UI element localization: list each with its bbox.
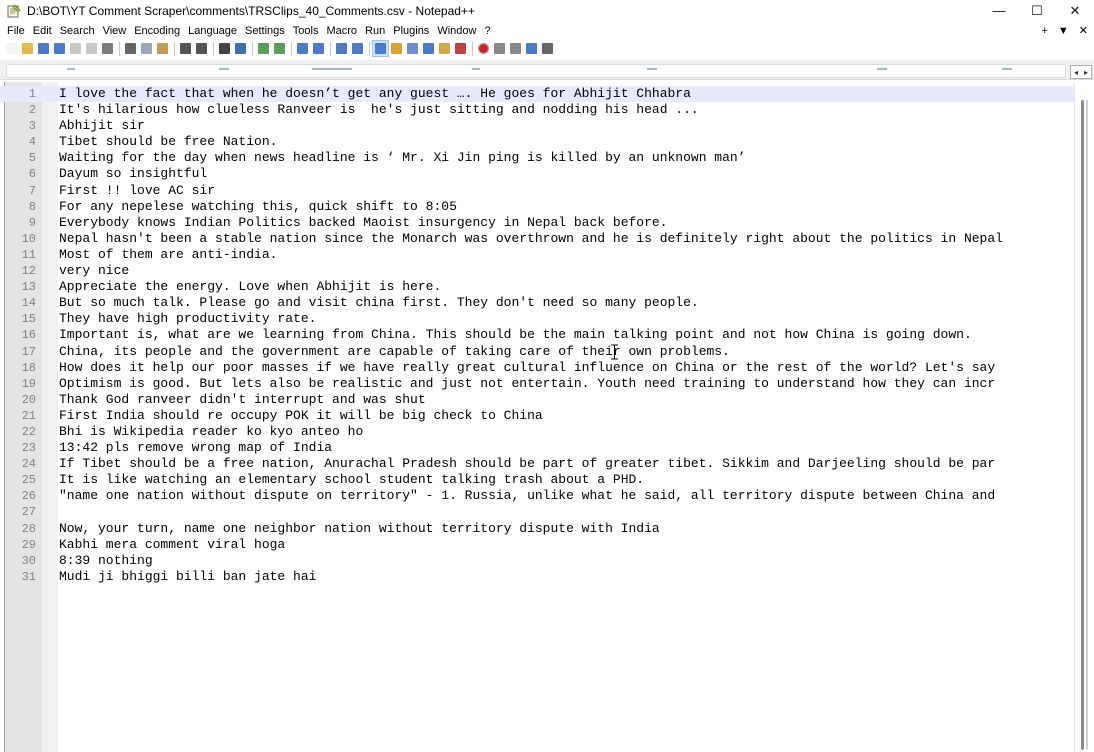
- cut-icon[interactable]: [123, 41, 138, 56]
- line-text[interactable]: "name one nation without dispute on territory" - 1. Russia, unlike what he said, all territory dispute between China and: [59, 488, 996, 504]
- line-number: 5: [28, 151, 36, 166]
- redo-icon[interactable]: [194, 41, 209, 56]
- tab-scroll-track[interactable]: [6, 64, 1066, 78]
- editor-line[interactable]: [0, 279, 1074, 295]
- line-number: 16: [21, 328, 36, 343]
- toolbar-separator: [252, 42, 253, 56]
- line-text[interactable]: 13:42 pls remove wrong map of India: [59, 440, 333, 456]
- line-number: 17: [21, 344, 36, 359]
- line-number: 4: [28, 135, 36, 150]
- menu-language[interactable]: Language: [188, 24, 238, 37]
- line-number: 26: [21, 489, 36, 504]
- editor-line[interactable]: [0, 553, 1074, 569]
- editor-line[interactable]: [0, 360, 1074, 376]
- editor-line[interactable]: [0, 311, 1074, 327]
- editor-line[interactable]: [0, 86, 1074, 102]
- menu-encoding[interactable]: Encoding: [134, 24, 181, 37]
- line-text[interactable]: But so much talk. Please go and visit china first. They don't need so many people.: [59, 295, 699, 311]
- line-number: 9: [28, 215, 36, 230]
- menu-bar: [0, 22, 1094, 39]
- toolbar-separator: [119, 42, 120, 56]
- sync-vertical-icon[interactable]: [295, 41, 310, 56]
- tab-list-button[interactable]: ▼: [1057, 24, 1069, 37]
- save-all-icon[interactable]: [52, 41, 67, 56]
- toolbar-separator: [213, 42, 214, 56]
- editor-line[interactable]: [0, 134, 1074, 150]
- doc-map-icon[interactable]: [405, 41, 420, 56]
- line-text[interactable]: Optimism is good. But lets also be realistic and just not entertain. Youth need training to understand how they can incr: [59, 375, 996, 391]
- line-number: 31: [21, 569, 36, 584]
- menu-plugins[interactable]: Plugins: [393, 24, 430, 37]
- editor-line[interactable]: [0, 263, 1074, 279]
- line-number: 18: [21, 360, 36, 375]
- menu-macro[interactable]: Macro: [326, 24, 358, 37]
- menu-file[interactable]: File: [7, 24, 25, 37]
- menu-edit[interactable]: Edit: [32, 24, 52, 37]
- play-macro-icon[interactable]: [508, 41, 523, 56]
- menu-run[interactable]: Run: [365, 24, 386, 37]
- line-text[interactable]: How does it help our poor masses if we have really great cultural influence on China or the rest of the world? Let's say: [59, 359, 996, 375]
- line-number: 8: [28, 199, 36, 214]
- text-cursor-icon: [610, 344, 619, 360]
- editor-line[interactable]: [0, 327, 1074, 343]
- line-text[interactable]: Tibet should be free Nation.: [59, 134, 278, 150]
- line-text[interactable]: Waiting for the day when news headline is ‘ Mr. Xi Jin ping is killed by an unknown man’: [59, 150, 746, 166]
- tab-bar: [0, 60, 1094, 80]
- editor-line[interactable]: [0, 118, 1074, 134]
- line-text[interactable]: It's hilarious how clueless Ranveer is he's just sitting and nodding his head ...: [59, 102, 699, 118]
- toolbar-separator: [174, 42, 175, 56]
- line-number: 15: [21, 312, 36, 327]
- scrollbar-thumb[interactable]: [1081, 100, 1084, 750]
- editor-line[interactable]: [0, 488, 1074, 504]
- scrollbar-track-line: [1086, 100, 1088, 750]
- editor-line[interactable]: [0, 247, 1074, 263]
- close-icon[interactable]: [68, 41, 83, 56]
- menu-tools[interactable]: Tools: [292, 24, 319, 37]
- line-text[interactable]: Mudi ji bhiggi billi ban jate hai: [59, 568, 317, 584]
- line-text[interactable]: Most of them are anti-india.: [59, 246, 278, 262]
- toolbar: [0, 39, 1094, 58]
- editor-line[interactable]: [0, 166, 1074, 182]
- line-number: 23: [21, 441, 36, 456]
- line-number: 6: [28, 167, 36, 182]
- menu-search[interactable]: Search: [59, 24, 95, 37]
- replace-icon[interactable]: [233, 41, 248, 56]
- editor-line[interactable]: [0, 231, 1074, 247]
- print-icon[interactable]: [100, 41, 115, 56]
- line-number: 19: [21, 376, 36, 391]
- stop-macro-icon[interactable]: [492, 41, 507, 56]
- line-number: 30: [21, 553, 36, 568]
- line-text[interactable]: I love the fact that when he doesn’t get any guest …. He goes for Abhijit Chhabra: [59, 86, 691, 101]
- line-number: 1: [28, 87, 36, 101]
- undo-icon[interactable]: [178, 41, 193, 56]
- line-text[interactable]: Now, your turn, name one neighbor nation without territory dispute with India: [59, 520, 660, 536]
- folder-workspace-icon[interactable]: [437, 41, 452, 56]
- line-number: 11: [21, 247, 36, 262]
- line-number: 21: [21, 408, 36, 423]
- editor-line[interactable]: [0, 392, 1074, 408]
- editor-line[interactable]: [0, 521, 1074, 537]
- minimize-button[interactable]: —: [992, 3, 1006, 18]
- show-all-chars-icon[interactable]: [350, 41, 365, 56]
- line-text[interactable]: Appreciate the energy. Love when Abhijit is here.: [59, 279, 442, 295]
- editor-line[interactable]: [0, 504, 1074, 520]
- tab-scroll-right-icon[interactable]: ▸: [1083, 67, 1088, 77]
- toolbar-separator: [472, 42, 473, 56]
- new-tab-button[interactable]: +: [1041, 24, 1048, 37]
- editor-line[interactable]: [0, 376, 1074, 392]
- toolbar-separator: [330, 42, 331, 56]
- editor-line[interactable]: [0, 215, 1074, 231]
- line-text[interactable]: It is like watching an elementary school student talking trash about a PHD.: [59, 472, 645, 488]
- open-file-icon[interactable]: [20, 41, 35, 56]
- toolbar-separator: [291, 42, 292, 56]
- line-text[interactable]: Everybody knows Indian Politics backed Maoist insurgency in Nepal back before.: [59, 214, 668, 230]
- toolbar-separator: [369, 42, 370, 56]
- line-text[interactable]: Kabhi mera comment viral hoga: [59, 536, 286, 552]
- menu-view[interactable]: View: [102, 24, 127, 37]
- line-text[interactable]: very nice: [59, 263, 130, 279]
- close-all-icon[interactable]: [84, 41, 99, 56]
- line-number: 27: [21, 505, 36, 520]
- menu-window[interactable]: Window: [437, 24, 477, 37]
- line-number: 25: [21, 473, 36, 488]
- save-icon[interactable]: [36, 41, 51, 56]
- editor-line[interactable]: [0, 408, 1074, 424]
- editor-area[interactable]: [0, 82, 1094, 752]
- line-number: 14: [21, 296, 36, 311]
- line-number: 28: [21, 521, 36, 536]
- zoom-in-icon[interactable]: [256, 41, 271, 56]
- line-number: 12: [21, 264, 36, 279]
- editor-line[interactable]: [0, 472, 1074, 488]
- tab-scroll-left-icon[interactable]: ◂: [1073, 67, 1078, 77]
- close-tab-button[interactable]: ✕: [1078, 25, 1088, 37]
- line-text[interactable]: First !! love AC sir: [59, 182, 216, 198]
- editor-line[interactable]: [0, 295, 1074, 311]
- editor-line[interactable]: [0, 199, 1074, 215]
- editor-line[interactable]: [0, 456, 1074, 472]
- line-text[interactable]: Thank God ranveer didn't interrupt and was shut: [59, 391, 426, 407]
- editor-line[interactable]: [0, 150, 1074, 166]
- line-text[interactable]: Dayum so insightful: [59, 166, 208, 182]
- line-text[interactable]: China, its people and the government are capable of taking care of their own problems.: [59, 343, 730, 359]
- paste-icon[interactable]: [155, 41, 170, 56]
- title-bar: [0, 0, 1094, 21]
- line-text[interactable]: Nepal hasn't been a stable nation since the Monarch was overthrown and he is definitely right about the politics in Nepal: [59, 230, 1003, 246]
- new-file-icon[interactable]: [4, 41, 19, 56]
- line-text[interactable]: If Tibet should be a free nation, Anurachal Pradesh should be part of greater tibet. Sikkim and Darjeeling should be par: [59, 456, 996, 472]
- record-macro-icon[interactable]: [476, 41, 491, 56]
- editor-line[interactable]: [0, 440, 1074, 456]
- line-text[interactable]: They have high productivity rate.: [59, 311, 317, 327]
- save-macro-icon[interactable]: [540, 41, 555, 56]
- close-window-button[interactable]: ✕: [1069, 2, 1081, 18]
- line-text[interactable]: Abhijit sir: [59, 118, 145, 134]
- editor-line[interactable]: [0, 569, 1074, 585]
- line-number: 29: [21, 537, 36, 552]
- line-text[interactable]: Important is, what are we learning from China. This should be the main talking point and not how China is going down.: [59, 327, 972, 343]
- editor-line[interactable]: [0, 183, 1074, 199]
- window-title: D:\BOT\YT Comment Scraper\comments\TRSClips_40_Comments.csv - Notepad++: [27, 3, 475, 18]
- copy-icon[interactable]: [139, 41, 154, 56]
- line-number: 13: [21, 280, 36, 295]
- zoom-out-icon[interactable]: [272, 41, 287, 56]
- window-controls: [980, 0, 1094, 21]
- line-text[interactable]: First India should re occupy POK it will be big check to China: [59, 407, 543, 423]
- sync-horizontal-icon[interactable]: [311, 41, 326, 56]
- editor-line[interactable]: [0, 344, 1074, 360]
- editor-line[interactable]: [0, 102, 1074, 118]
- editor-line[interactable]: [0, 537, 1074, 553]
- tab-scroll-arrows[interactable]: [1070, 65, 1092, 79]
- line-number: 7: [28, 183, 36, 198]
- monitor-icon[interactable]: [453, 41, 468, 56]
- find-icon[interactable]: [217, 41, 232, 56]
- user-lang-icon[interactable]: [389, 41, 404, 56]
- text-lines[interactable]: [0, 86, 1074, 585]
- menu-right-controls: [1041, 22, 1088, 39]
- line-number: 20: [21, 392, 36, 407]
- line-number: 3: [28, 119, 36, 134]
- function-list-icon[interactable]: [421, 41, 436, 56]
- indent-guide-icon[interactable]: [373, 41, 388, 56]
- line-text[interactable]: For any nepelese watching this, quick shift to 8:05: [59, 198, 457, 214]
- run-macro-multiple-icon[interactable]: [524, 41, 539, 56]
- line-number: 24: [21, 457, 36, 472]
- notepadplusplus-app-icon: [7, 4, 21, 18]
- line-text[interactable]: 8:39 nothing: [59, 552, 153, 568]
- menu-settings[interactable]: Settings: [245, 24, 285, 37]
- editor-line[interactable]: [0, 424, 1074, 440]
- line-number: 2: [28, 103, 36, 118]
- line-number: 10: [21, 231, 36, 246]
- menu-help[interactable]: ?: [484, 24, 491, 37]
- maximize-button[interactable]: ☐: [1031, 2, 1043, 18]
- word-wrap-icon[interactable]: [334, 41, 349, 56]
- vertical-scrollbar[interactable]: [1074, 82, 1094, 752]
- line-text[interactable]: Bhi is Wikipedia reader ko kyo anteo ho: [59, 423, 364, 439]
- line-number: 22: [21, 424, 36, 439]
